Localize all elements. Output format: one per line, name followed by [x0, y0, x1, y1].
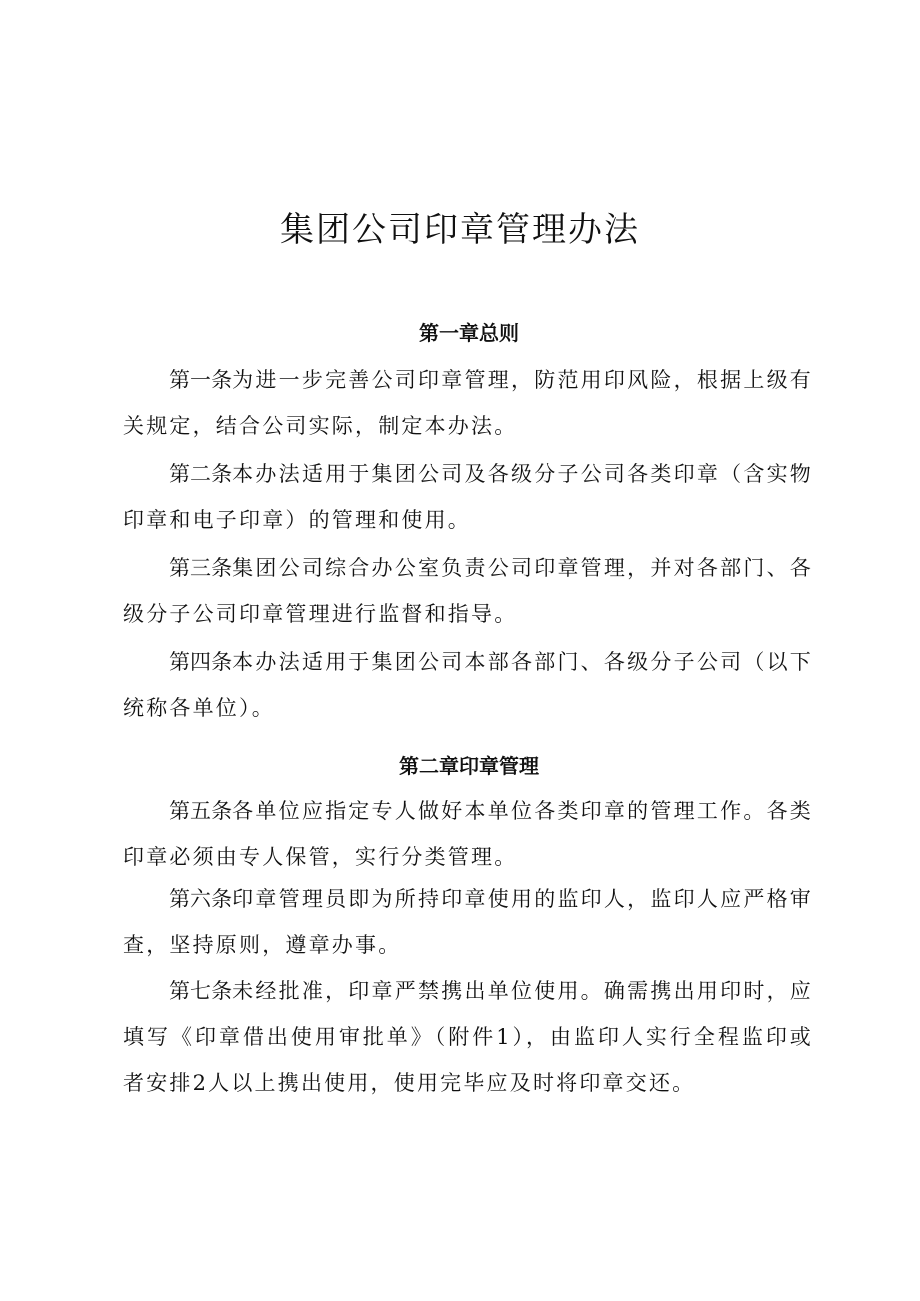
article-4 — [123, 639, 813, 731]
article-text: 集团公司综合办公室负责公司印章管理，并对各部门、各级分子公司印章管理进行监督和指导。 — [123, 556, 814, 626]
article-label: 第一条 — [169, 368, 233, 392]
article-text: 未经批准，印章严禁携出单位使用。确需携出用印时，应填写《印章借出使用审批单》（附件1），由监印人实行全程监印或者安排2人以上携出使用，使用完毕应及时将印章交还。 — [123, 979, 814, 1095]
article-text: 印章管理员即为所持印章使用的监印人，监印人应严格审查，坚持原则，遵章办事。 — [123, 887, 814, 957]
article-label: 第六条 — [169, 887, 233, 911]
article-1 — [123, 357, 813, 449]
article-6 — [123, 876, 813, 968]
article-2 — [123, 451, 813, 543]
article-label: 第二条 — [169, 462, 233, 486]
article-label: 第三条 — [169, 556, 233, 580]
article-text: 本办法适用于集团公司本部各部门、各级分子公司（以下 统称各单位）。 — [123, 650, 814, 720]
article-label: 第四条 — [169, 650, 233, 674]
chapter-heading-1: 第一章总则 — [419, 321, 519, 345]
article-text: 各单位应指定专人做好本单位各类印章的管理工作。各类印章必须由专人保管，实行分类管理。 — [123, 799, 814, 869]
article-7 — [123, 968, 813, 1106]
article-3 — [123, 545, 813, 637]
document-title: 集团公司印章管理办法 — [280, 210, 640, 250]
article-text: 本办法适用于集团公司及各级分子公司各类印章（含实物印章和电子印章）的管理和使用。 — [123, 462, 814, 532]
article-label: 第五条 — [169, 799, 233, 823]
chapter-heading-2: 第二章印章管理 — [399, 754, 539, 778]
article-label: 第七条 — [169, 979, 233, 1003]
article-text: 为进一步完善公司印章管理，防范用印风险，根据上级有关规定，结合公司实际，制定本办法。 — [123, 368, 814, 438]
article-5 — [123, 788, 813, 880]
